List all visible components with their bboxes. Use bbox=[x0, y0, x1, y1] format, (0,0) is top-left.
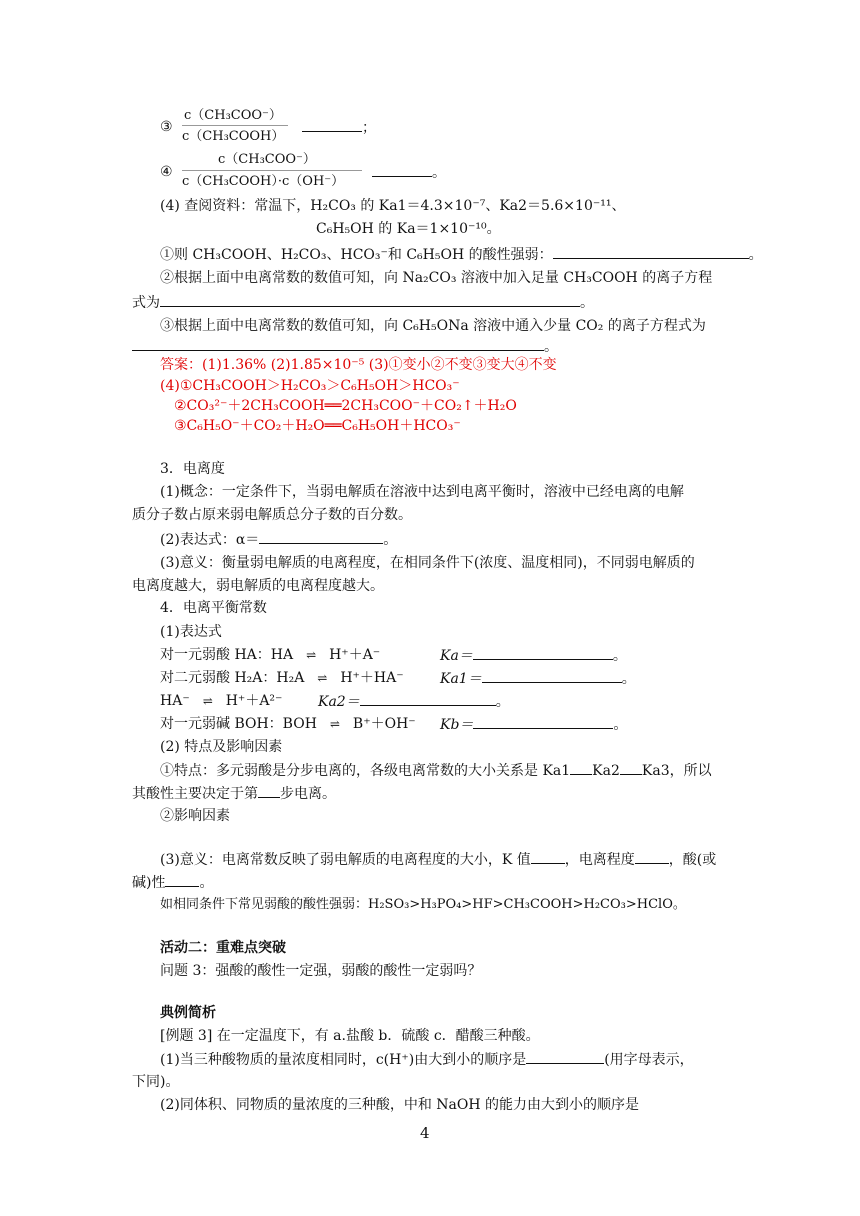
sec4-sub1: (1)表达式 bbox=[160, 624, 222, 640]
sec4-title: 4．电离平衡常数 bbox=[160, 600, 267, 616]
item4-answer-line: 。 bbox=[372, 162, 446, 183]
item3-numerator: c（CH₃COO⁻） bbox=[184, 108, 282, 123]
item4-denominator: c（CH₃COOH）·c（OH⁻） bbox=[182, 174, 345, 189]
page-number: 4 bbox=[420, 1124, 430, 1142]
sec4-sub2: (2) 特点及影响因素 bbox=[160, 739, 283, 755]
sec3-p3a: (3)意义：衡量弱电解质的电离程度，在相同条件下(浓度、温度相同)，不同弱电解质的 bbox=[160, 555, 695, 571]
acid-order: 如相同条件下常见弱酸的酸性强弱：H₂SO₃>H₃PO₄>HF>CH₃COOH>H₂CO₃>HClO。 bbox=[160, 897, 686, 912]
q4-sub3a: ③根据上面中电离常数的数值可知，向 C₆H₅ONa 溶液中通入少量 CO₂ 的离子方程式为 bbox=[160, 318, 706, 334]
example-p1a: (1)当三种酸物质的量浓度相同时，c(H⁺)由大到小的顺序是 (用字母表示， bbox=[160, 1049, 694, 1070]
acid2-ka1: Ka1＝ 。 bbox=[440, 668, 636, 689]
q4-sub2a: ②根据上面中电离常数的数值可知，向 Na₂CO₃ 溶液中加入足量 CH₃COOH 的离子方程 bbox=[160, 270, 713, 286]
item4-numerator: c（CH₃COO⁻） bbox=[218, 152, 316, 167]
sec3-p2: (2)表达式：α＝ 。 bbox=[160, 529, 397, 550]
feature-line-a: ①特点：多元弱酸是分步电离的，各级电离常数的大小关系是 Ka1 Ka2 Ka3，所以 bbox=[160, 760, 712, 781]
q4-sub1: ①则 CH₃COOH、H₂CO₃、HCO₃⁻和 C₆H₅OH 的酸性强弱： 。 bbox=[160, 244, 763, 265]
sec4-sub3a: (3)意义：电离常数反映了弱电解质的电离程度的大小，K 值 ，电离程度 ，酸(或 bbox=[160, 849, 716, 870]
q4-line1: (4) 查阅资料：常温下，H₂CO₃ 的 Ka1＝4.3×10⁻⁷、Ka2＝5.6×10⁻¹¹、 bbox=[160, 198, 626, 214]
q4-sub2b: 式为 。 bbox=[132, 292, 594, 313]
acid2b-ka2: Ka2＝ 。 bbox=[318, 691, 510, 712]
item3-denominator: c（CH₃COOH） bbox=[182, 129, 285, 144]
acid1-ka: Ka＝ 。 bbox=[440, 645, 627, 666]
equilibrium-arrow-icon: ⇌ bbox=[329, 717, 340, 731]
equilibrium-arrow-icon: ⇌ bbox=[317, 671, 328, 685]
feature-line-b: 其酸性主要决定于第 步电离。 bbox=[132, 783, 336, 804]
item3-fraction-bar bbox=[182, 125, 288, 126]
acid2b-equation: HA⁻ ⇌ H⁺＋A²⁻ bbox=[160, 693, 283, 709]
answer-line1: 答案：(1)1.36% (2)1.85×10⁻⁵ (3)①变小②不变③变大④不变 bbox=[160, 357, 557, 373]
answer-line3: ②CO₃²⁻＋2CH₃COOH══2CH₃COO⁻＋CO₂↑＋H₂O bbox=[174, 398, 517, 414]
sec3-title: 3．电离度 bbox=[160, 461, 225, 477]
answer-line4: ③C₆H₅O⁻＋CO₂＋H₂O══C₆H₅OH＋HCO₃⁻ bbox=[174, 418, 461, 434]
acid1-equation: 对一元弱酸 HA：HA ⇌ H⁺＋A⁻ bbox=[160, 647, 381, 663]
sec3-p1a: (1)概念：一定条件下，当弱电解质在溶液中达到电离平衡时，溶液中已经电离的电解 bbox=[160, 484, 684, 500]
sec3-p1b: 质分子数占原来弱电解质总分子数的百分数。 bbox=[132, 507, 412, 523]
answer-line2: (4)①CH₃COOH＞H₂CO₃＞C₆H₅OH＞HCO₃⁻ bbox=[160, 378, 460, 394]
item4-fraction-bar bbox=[182, 170, 362, 171]
example-p2: (2)同体积、同物质的量浓度的三种酸，中和 NaOH 的能力由大到小的顺序是 bbox=[160, 1097, 640, 1113]
example-intro: [例题 3] 在一定温度下，有 a.盐酸 b．硫酸 c．醋酸三种酸。 bbox=[160, 1028, 540, 1044]
q4-line2: C₆H₅OH 的 Ka＝1×10⁻¹⁰。 bbox=[316, 221, 501, 237]
item3-number: ③ bbox=[160, 119, 173, 135]
activity2-title: 活动二：重难点突破 bbox=[160, 940, 286, 956]
item4-number: ④ bbox=[160, 164, 173, 180]
sec4-sub3b: 碱)性 。 bbox=[132, 872, 213, 893]
sec3-p3b: 电离度越大，弱电解质的电离程度越大。 bbox=[132, 578, 384, 594]
base-kb: Kb＝ 。 bbox=[440, 714, 627, 735]
equilibrium-arrow-icon: ⇌ bbox=[202, 694, 213, 708]
item3-answer-line: ； bbox=[302, 117, 376, 138]
q4-sub3b: 。 bbox=[132, 336, 558, 357]
factor-label: ②影响因素 bbox=[160, 808, 230, 824]
base-equation: 对一元弱碱 BOH：BOH ⇌ B⁺＋OH⁻ bbox=[160, 716, 416, 732]
question3: 问题 3：强酸的酸性一定强，弱酸的酸性一定弱吗？ bbox=[160, 963, 482, 979]
example-title: 典例简析 bbox=[160, 1005, 216, 1021]
example-p1b: 下同)。 bbox=[132, 1074, 180, 1090]
acid2-equation: 对二元弱酸 H₂A：H₂A ⇌ H⁺＋HA⁻ bbox=[160, 670, 404, 686]
equilibrium-arrow-icon: ⇌ bbox=[306, 648, 317, 662]
